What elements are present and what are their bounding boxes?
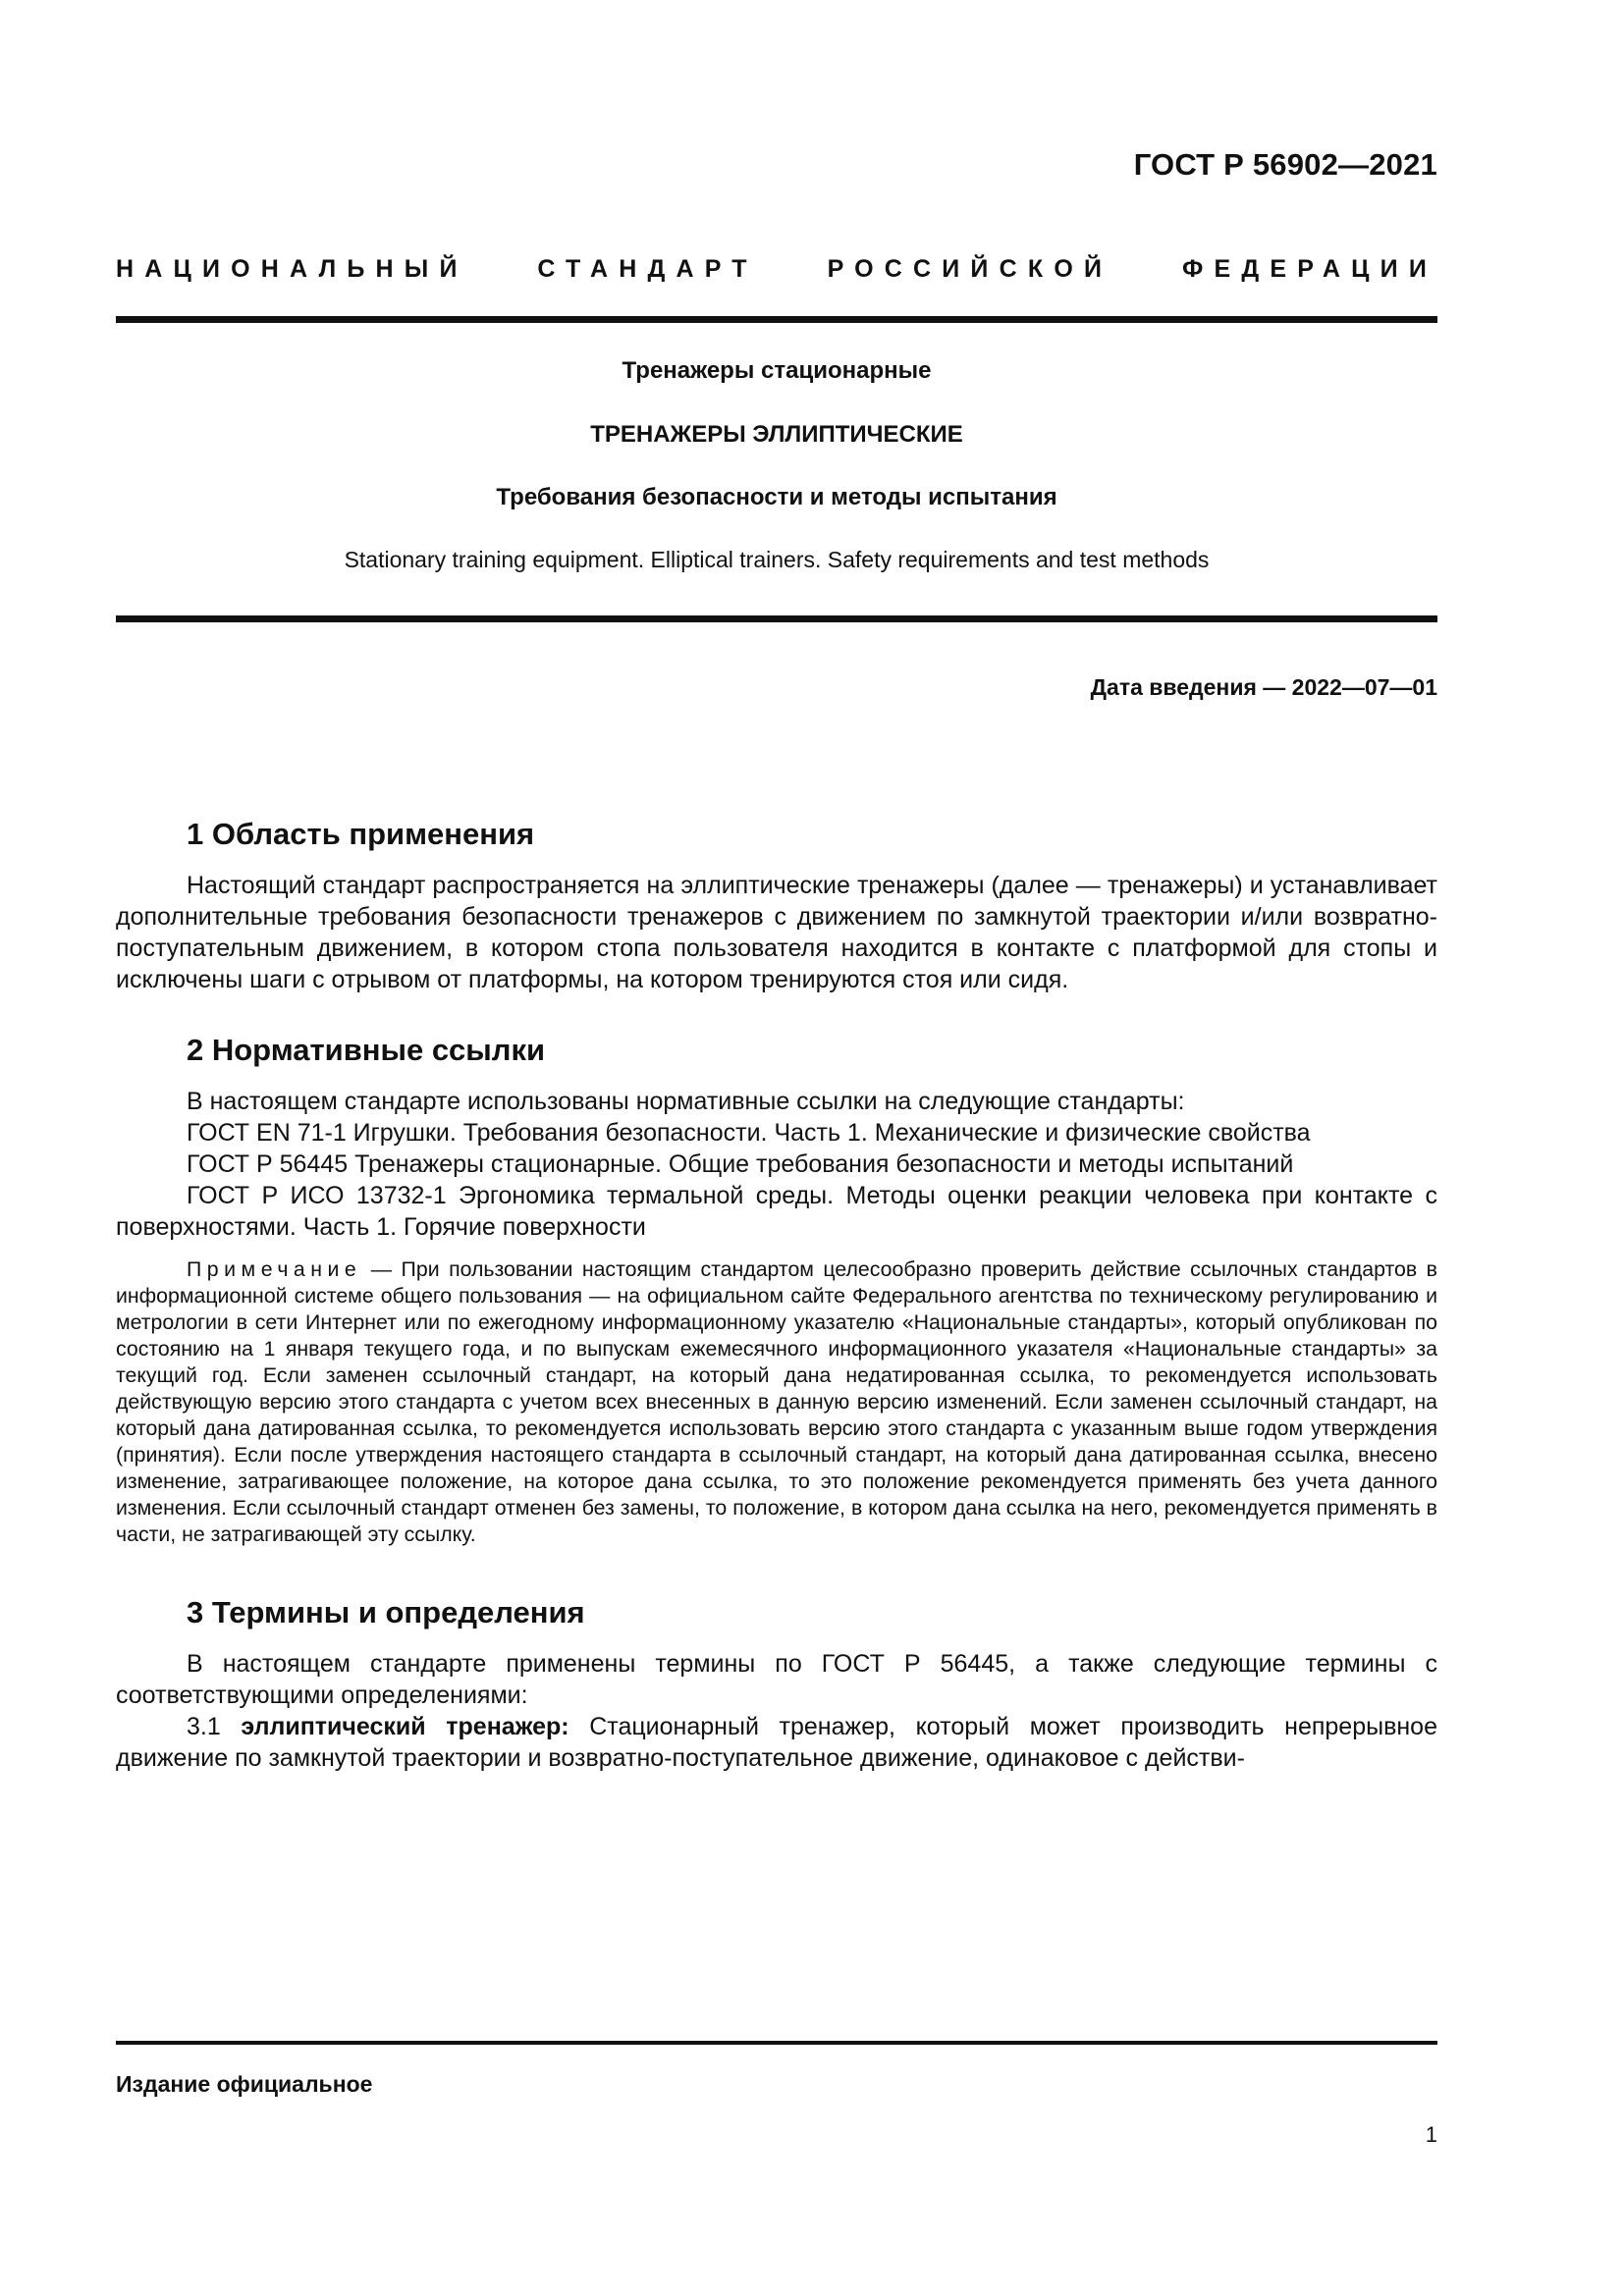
section-paragraph: В настоящем стандарте применены термины по ГОСТ Р 56445, а также следующие термины с соответствующими определениями: [116, 1650, 1437, 1709]
term-definition [116, 1711, 1437, 1774]
term-number: 3.1 [187, 1713, 221, 1740]
introduction-date: Дата введения — 2022—07—01 [1090, 674, 1437, 700]
footer-rule [116, 2041, 1437, 2045]
top-rule [116, 316, 1437, 323]
title-bottom-rule [116, 615, 1437, 622]
normative-reference: ГОСТ Р ИСО 13732-1 Эргономика термальной среды. Методы оценки реакции человека при контакте с поверхностями. Часть 1. Горячие поверхности [116, 1182, 1437, 1241]
section-paragraph: В настоящем стандарте использованы нормативные ссылки на следующие стандарты: [187, 1088, 1185, 1115]
official-edition-label: Издание официальное [116, 2071, 373, 2097]
standard-name: ТРЕНАЖЕРЫ ЭЛЛИПТИЧЕСКИЕ [590, 421, 963, 448]
section-heading: 1 Область применения [187, 817, 535, 851]
standard-group-title: Тренажеры стационарные [622, 357, 932, 384]
normative-reference: ГОСТ EN 71-1 Игрушки. Требования безопасности. Часть 1. Механические и физические свойства [187, 1119, 1311, 1147]
page-number: 1 [1425, 2122, 1437, 2147]
standard-english-title: Stationary training equipment. Elliptical trainers. Safety requirements and test methods [344, 547, 1210, 572]
national-standard-banner: НАЦИОНАЛЬНЫЙ СТАНДАРТ РОССИЙСКОЙ ФЕДЕРАЦИИ [116, 255, 1437, 283]
term-definition-text: Стационарный тренажер, который может производить непрерывное движение по замкнутой траектории и возвратно-поступательное движение, одинаковое с действи- [116, 1713, 1437, 1772]
standard-subtitle: Требования безопасности и методы испытания [496, 484, 1057, 510]
normative-reference: ГОСТ Р 56445 Тренажеры стационарные. Общие требования безопасности и методы испытаний [187, 1150, 1294, 1178]
document-number: ГОСТ Р 56902—2021 [1133, 147, 1437, 182]
note [116, 1256, 1437, 1548]
note-label: Примечание [187, 1257, 362, 1281]
section-paragraph: Настоящий стандарт распространяется на эллиптические тренажеры (далее — тренажеры) и устанавливает дополнительные требования безопасности тренажеров с движением по замкнутой траектории и/или возвратно-поступательным движением, в котором стопа пользователя находится в контакте с платформой для стопы и исключены шаги с отрывом от платформы, на котором тренируются стоя или сидя. [116, 872, 1437, 993]
note-text: — При пользовании настоящим стандартом целесообразно проверить действие ссылочных стандартов в информационной системе общего пользования — на официальном сайте Федерального агентства по техническому регулированию и метрологии в сети Интернет или по ежегодному информационному указателю «Национальные стандарты», который опубликован по состоянию на 1 января текущего года, и по выпускам ежемесячного информационного указателя «Национальные стандарты» за текущий год. Если заменен ссылочный стандарт, на который дана недатированная ссылка, то рекомендуется использовать действующую версию этого стандарта с учетом всех внесенных в данную версию изменений. Если заменен ссылочный стандарт, на который дана датированная ссылка, то рекомендуется использовать версию этого стандарта с указанным выше годом утверждения (принятия). Если после утверждения настоящего стандарта в ссылочный стандарт, на который дана датированная ссылка, внесено изменение, затрагивающее положение, на которое дана ссылка, то это положение рекомендуется применять без учета данного изменения. Если ссылочный стандарт отменен без замены, то положение, в котором дана ссылка на него, рекомендуется применять в части, не затрагивающей эту ссылку. [116, 1257, 1437, 1546]
section-heading: 3 Термины и определения [187, 1595, 585, 1629]
section-heading: 2 Нормативные ссылки [187, 1033, 546, 1067]
term-name: эллиптический тренажер: [241, 1713, 569, 1740]
document-body [116, 815, 1437, 1774]
